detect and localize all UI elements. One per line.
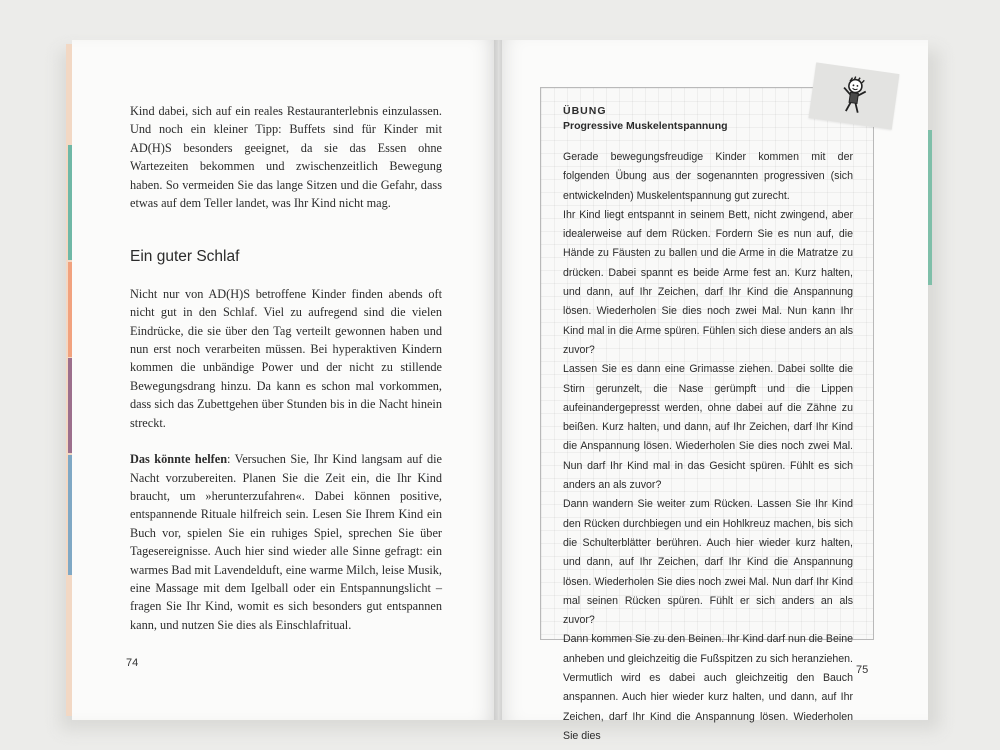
exercise-title: Progressive Muskelentspannung — [563, 120, 728, 132]
exercise-paragraph: Dann wandern Sie weiter zum Rücken. Lassen Sie Ihr Kind den Rücken durchbiegen und ein Hohlkreuz machen, bis sich die Schulterblätter berühren. Auch hier wieder kurz halten, und dann, auf Ihr Zeichen, darf Ihr Kind die Anspannung lösen. Wiederholen Sie dies noch zwei Mal. Nun darf Ihr Kind mal seinen Rücken spüren. Fühlt er sich anders an als zuvor? — [563, 498, 853, 627]
left-page-text — [130, 102, 442, 634]
paragraph-tips — [130, 450, 442, 634]
exercise-paragraph: Ihr Kind liegt entspannt in seinem Bett, nicht zwingend, aber idealerweise auf dem Rücken. Fordern Sie es nun auf, die Hände zu Fäusten zu ballen und die Arme in die Matratze zu drücken. Dabei spannt es beide Arme fest an. Kurz halten, und dann, auf Ihr Zeichen, darf Ihr Kind die Anspannung lösen. Wiederholen Sie dies noch zwei Mal. Nun kann Ihr Kind mal in die Arme spüren. Fühlen sich diese anders an als zuvor? — [563, 208, 853, 356]
book-gutter — [494, 40, 502, 720]
page-number-left: 74 — [126, 657, 139, 669]
tips-text: : Versuchen Sie, Ihr Kind langsam auf die Nacht vorzubereiten. Planen Sie die Zeit ein, die Ihr Kind braucht, um »herunterzufahren«. Dabei können positive, entspannende Rituale hilfreich sein. Lesen Sie Ihrem Kind ein Buch vor, spielen Sie ein ruhiges Spiel, sprechen Sie über Tagesereignisse. Auch hier sind wieder alle Sinne gefragt: ein warmes Bad mit Lavendelduft, eine warme Milch, leise Musik, eine Massage mit dem Igelball oder ein Entspannungslicht – fragen Sie Ihr Kind, womit es sich besonders gut entspannen kann, und nutzen Sie dies als Einschlafritual. — [130, 452, 442, 632]
exercise-paragraph: Gerade bewegungsfreudige Kinder kommen mit der folgenden Übung aus der sogenannten progressiven (sich entwickelnden) Muskelentspannung gut zurecht. — [563, 151, 853, 202]
exercise-sticker — [809, 62, 900, 129]
page-number-right: 75 — [856, 664, 869, 676]
tips-bold-label: Das könnte helfen — [130, 452, 228, 467]
exercise-label: ÜBUNG — [563, 105, 607, 117]
exercise-paragraph: Dann kommen Sie zu den Beinen. Ihr Kind darf nun die Beine anheben und gleichzeitig die Fußspitzen zu sich heranziehen. Vermutlich wird es dabei auch gleichzeitig den Bauch anspannen. Auch hier wieder kurz halten, und dann, auf Ihr Zeichen, darf Ihr Kind die Anspannung lösen. Wiederholen Sie dies — [563, 633, 853, 742]
section-heading: Ein guter Schlaf — [130, 248, 240, 266]
child-figure-icon — [833, 74, 874, 119]
exercise-body — [563, 148, 853, 746]
paragraph-sleep: Nicht nur von AD(H)S betroffene Kinder finden abends oft nicht gut in den Schlaf. Viel zu aufregend sind die vielen Eindrücke, die sie über den Tag verteilt gewonnen haben und nun erst noch verarbeiten müssen. Bei hyperaktiven Kindern kommen die unbändige Power und der nicht zu stillende Bewegungsdrang hinzu. Da kann es schon mal vorkommen, dass sich das Zubettgehen über Stunden bis in die Nacht hinein streckt. — [130, 286, 442, 430]
exercise-paragraph: Lassen Sie es dann eine Grimasse ziehen. Dabei sollte die Stirn gerunzelt, die Nase gerümpft und die Lippen aufeinandergepresst werden, ohne dabei auf die Zähne zu beißen. Kurz halten, und dann, auf Ihr Zeichen, darf Ihr Kind die Anspannung lösen. Wiederholen Sie dies noch zwei Mal. Nun darf Ihr Kind mal in das Gesicht spüren. Fühlt es sich anders an als zuvor? — [563, 363, 853, 492]
paragraph-restaurant: Kind dabei, sich auf ein reales Restauranterlebnis einzulassen. Und noch ein kleiner Tipp: Buffets sind für Kinder mit AD(H)S besonders geeignet, da sie das Essen ohne Wartezeiten bekommen und zwischenzeitlich Bewegung haben. So vermeiden Sie das lange Sitzen und die Gefahr, dass etwas auf dem Teller landet, was Ihr Kind nicht mag. — [130, 104, 442, 211]
